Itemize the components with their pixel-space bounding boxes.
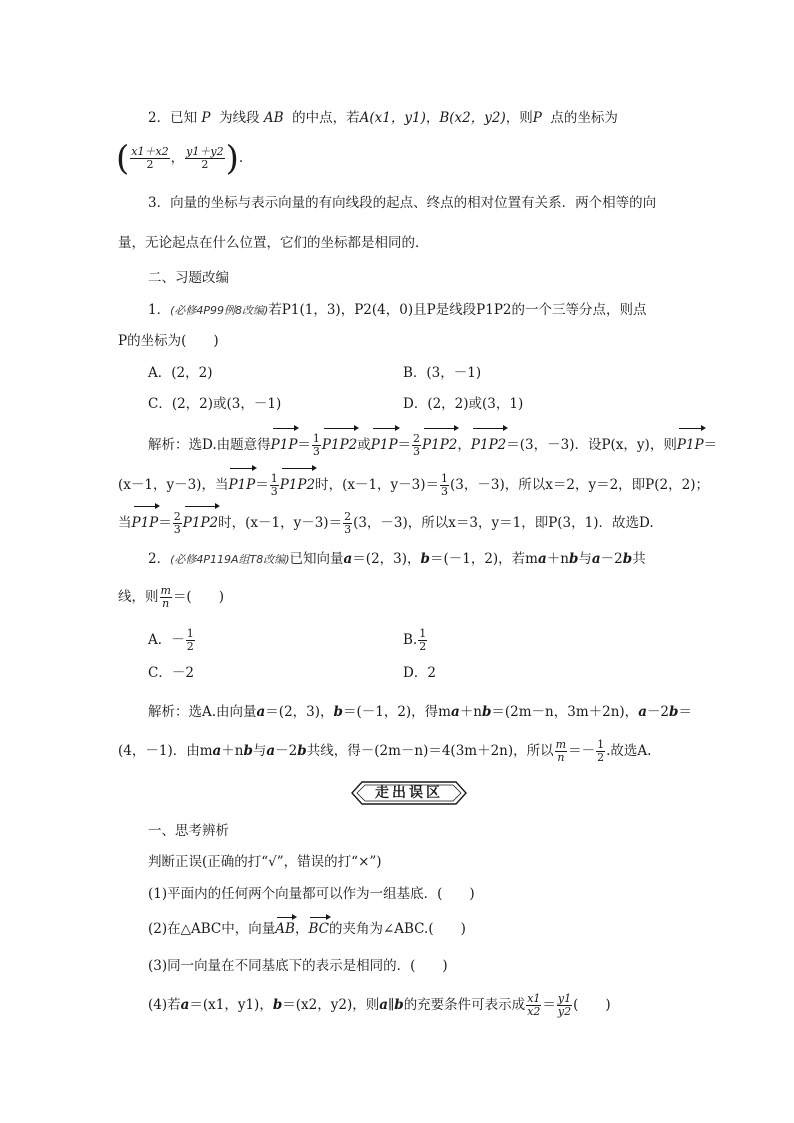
- q1-option-b[interactable]: B．(3，－1): [403, 365, 482, 381]
- q1-solution-line2: (x－1，y－3)，当P1P＝ $\frac{1}{3}$ P1P2时，(x－1，y－3)＝ $\frac{1}{3}$ (3，－3)，所以x＝2，y＝2，即P(2，2)；: [118, 472, 709, 498]
- fraction: $\frac{y1+y2}{2}$: [186, 145, 224, 171]
- q1-line1: [148, 300, 647, 321]
- fraction: $\frac{m}{n}$: [555, 738, 567, 764]
- fact-2-end: .: [238, 150, 244, 166]
- q1-option-a[interactable]: A．(2，2): [148, 365, 213, 381]
- left-paren: (: [116, 138, 130, 179]
- fact-2-segment: AB: [263, 110, 284, 126]
- banner-label: 走出误区: [375, 785, 443, 801]
- q2-solution-line1: 解析：选A.由向量a＝(2，3)，b＝(－1，2)，得ma＋nb＝(2m－n，3m＋2n)，a－2b＝: [148, 704, 692, 720]
- fraction: $\frac{2}{3}$: [413, 432, 421, 458]
- section-title-thinking: 一、思考辨析: [148, 823, 229, 839]
- q2-option-c[interactable]: C．－2: [148, 665, 194, 681]
- vector: P1P: [132, 508, 159, 538]
- vector: BC: [308, 921, 329, 937]
- vector: P1P: [271, 430, 298, 460]
- vector: P1P2: [280, 470, 315, 500]
- fraction: $\frac{x1}{x2}$: [527, 992, 541, 1018]
- q2-source: (必修4P119A组T8改编): [170, 553, 290, 566]
- section-banner: [350, 779, 468, 807]
- fact-2-point-p: P: [201, 110, 211, 126]
- fraction: $\frac{1}{2}$: [186, 627, 194, 653]
- fact-2-sep: ，: [425, 110, 440, 126]
- vector: P1P: [677, 430, 704, 460]
- q1-text: 若P1(1，3)，P2(4，0)且P是线段P1P2的一个三等分点，则点: [268, 302, 647, 318]
- section-title-exercises: 二、习题改编: [148, 270, 229, 286]
- fraction: $\frac{2}{3}$: [173, 510, 181, 536]
- fact-2-point-b: B(x2，y2): [439, 110, 506, 126]
- judge-item-1: (1)平面内的任何两个向量都可以作为一组基底．( ): [148, 886, 475, 902]
- fact-2-text: 为线段: [219, 110, 260, 126]
- vector: P1P: [228, 470, 255, 500]
- fraction: $\frac{1}{3}$: [312, 432, 320, 458]
- q1-option-c[interactable]: C．(2，2)或(3，－1): [148, 396, 282, 412]
- fact-2-text: ，则: [505, 110, 533, 126]
- judge-item-3: (3)同一向量在不同基底下的表示是相同的．( ): [148, 958, 448, 974]
- fraction: $\frac{m}{n}$: [160, 584, 171, 610]
- fact-2-formula: ( $\frac{x1+x2}{2}$ ， $\frac{y1+y2}{2}$ ).: [116, 138, 244, 179]
- fraction: $\frac{1}{2}$: [597, 738, 605, 764]
- fact-3-line1: 3．向量的坐标与表示向量的有向线段的起点、终点的相对位置有关系．两个相等的向: [148, 195, 657, 211]
- fraction: $\frac{1}{2}$: [419, 627, 427, 653]
- judge-intro: 判断正误(正确的打“√”，错误的打“×”): [148, 854, 382, 870]
- fraction: $\frac{y1}{y2}$: [557, 992, 572, 1018]
- judge-item-2: (2)在△ABC中，向量AB，BC的夹角为∠ABC.( ): [148, 921, 466, 937]
- fact-2-text: 的中点，若: [292, 110, 360, 126]
- q2-option-d[interactable]: D．2: [403, 665, 436, 681]
- fact-2-point-a: A(x1，y1): [359, 110, 426, 126]
- q2-solution-line2: (4，－1)．由ma＋nb与a－2b共线，得－(2m－n)＝4(3m＋2n)，所以 $\frac{m}{n}$ ＝－ $\frac{1}{2}$ .故选A.: [118, 738, 652, 764]
- fraction: $\frac{1}{3}$: [270, 472, 278, 498]
- fraction: $\frac{2}{3}$: [344, 510, 352, 536]
- vector: P1P2: [322, 430, 357, 460]
- fact-2-text: 点的坐标为: [550, 110, 618, 126]
- q2-line1: 2．(必修4P119A组T8改编)已知向量a＝(2，3)，b＝(－1，2)，若ma＋nb与a－2b共: [148, 551, 646, 567]
- vector: P1P2: [471, 430, 506, 460]
- q1-line2: P的坐标为( ): [118, 333, 219, 349]
- q2-line2: 线，则 $\frac{m}{n}$ ＝( ): [118, 584, 224, 610]
- fact-2-prefix: 2．已知: [148, 110, 198, 126]
- vector: P1P: [371, 430, 398, 460]
- q1-solution-line3: 当P1P＝ $\frac{2}{3}$ P1P2时，(x－1，y－3)＝ $\frac{2}{3}$ (3，－3)，所以x＝3，y＝1，即P(3，1)．故选D.: [118, 510, 654, 536]
- fact-2-line1: [148, 108, 618, 128]
- vector: P1P2: [183, 508, 218, 538]
- fraction: $\frac{1}{3}$: [441, 472, 449, 498]
- vector: P1P2: [422, 430, 457, 460]
- q1-solution-line1: 解析：选D.由题意得P1P＝ $\frac{1}{3}$ P1P2或P1P＝ $\frac{2}{3}$ P1P2，P1P2＝(3，－3)．设P(x，y)，则P1P＝: [148, 432, 718, 458]
- fact-2-point-p: P: [532, 110, 542, 126]
- q1-number: 1．: [148, 302, 171, 318]
- fact-3-line2: 量，无论起点在什么位置，它们的坐标都是相同的．: [118, 235, 429, 251]
- judge-item-4: (4)若a＝(x1，y1)，b＝(x2，y2)，则a∥b的充要条件可表示成 $\frac{x1}{x2}$ ＝ $\frac{y1}{y2}$ ( ): [148, 992, 611, 1018]
- q2-option-b[interactable]: B. $\frac{1}{2}$: [403, 627, 427, 653]
- q2-option-a[interactable]: A．－ $\frac{1}{2}$: [148, 627, 194, 653]
- vector: AB: [275, 921, 295, 937]
- fraction: $\frac{x1+x2}{2}$: [131, 145, 169, 171]
- q1-option-d[interactable]: D．(2，2)或(3，1): [403, 396, 524, 412]
- q1-source: (必修4P99例8改编): [170, 304, 269, 317]
- right-paren: ): [225, 138, 239, 179]
